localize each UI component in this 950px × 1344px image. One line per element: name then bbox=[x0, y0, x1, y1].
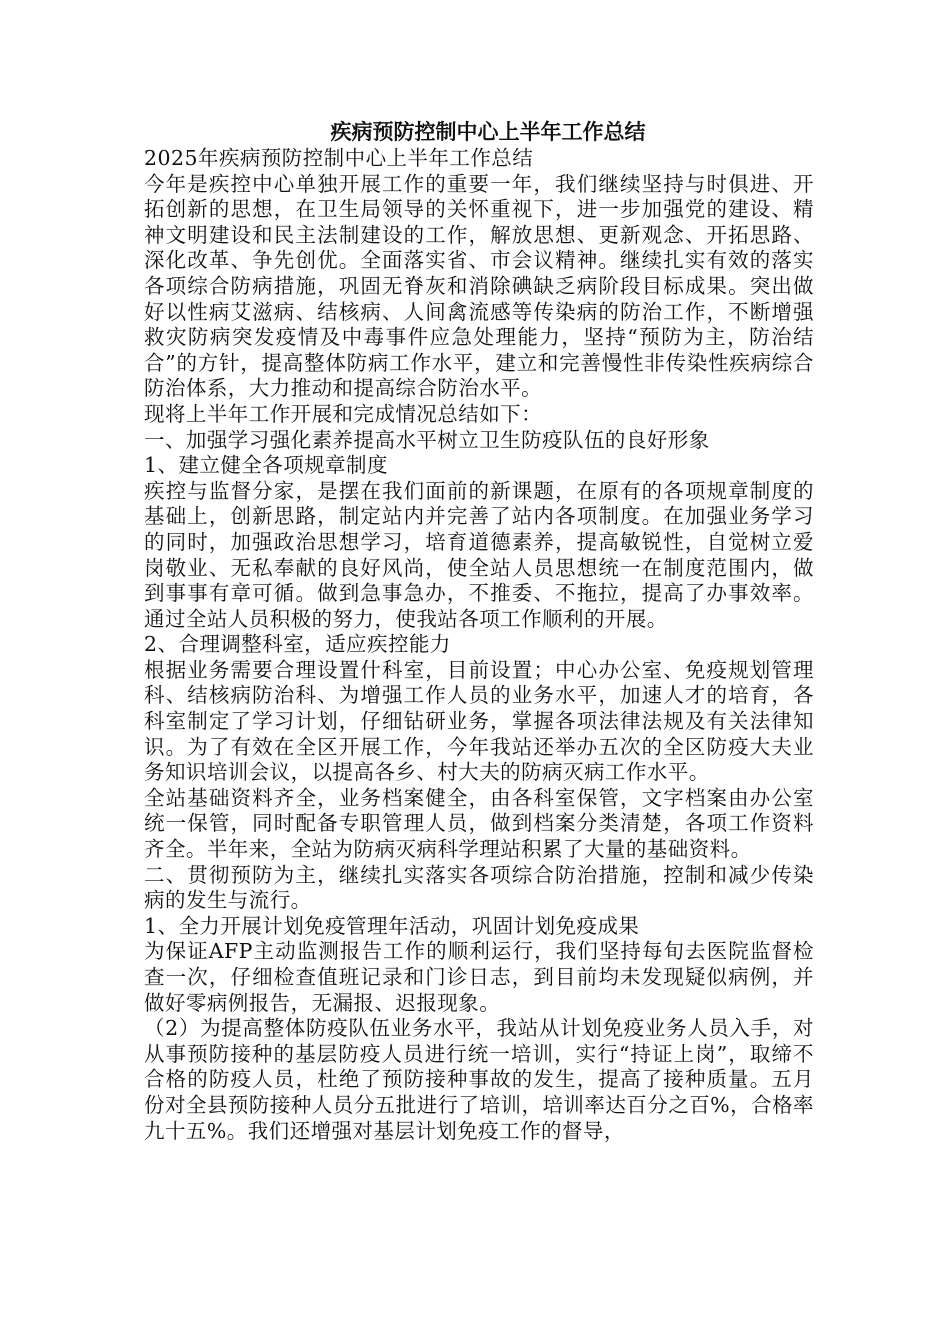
subsection-heading-1-1: 1、建立健全各项规章制度 bbox=[144, 453, 388, 478]
body-paragraph: 全站基础资料齐全，业务档案健全，由各科室保管，文字档案由办公室统一保管，同时配备专职管理人员，做到档案分类清楚，各项工作资料齐全。半年来，全站为防病灭病科学理站积累了大量的基础资料。 bbox=[144, 785, 814, 862]
summary-lead-paragraph: 现将上半年工作开展和完成情况总结如下： bbox=[144, 401, 543, 426]
document-page bbox=[144, 118, 814, 1144]
subtitle-paragraph: 2025年疾病预防控制中心上半年工作总结 bbox=[144, 146, 534, 170]
intro-paragraph: 今年是疾控中心单独开展工作的重要一年，我们继续坚持与时俱进、开拓创新的思想，在卫生局领导的关怀重视下，进一步加强党的建设、精神文明建设和民主法制建设的工作，解放思想、更新观念、开拓思路、深化改革、争先创优。全面落实省、市会议精神。继续扎实有效的落实各项综合防病措施，巩固无脊灰和消除碘缺乏病阶段目标成果。突出做好以性病艾滋病、结核病、人间禽流感等传染病的防治工作，不断增强救灾防病突发疫情及中毒事件应急处理能力，坚持“预防为主，防治结合”的方针，提高整体防病工作水平，建立和完善慢性非传染性疾病综合防治体系，大力推动和提高综合防治水平。 bbox=[144, 171, 814, 401]
body-paragraph: 疾控与监督分家，是摆在我们面前的新课题，在原有的各项规章制度的基础上，创新思路，制定站内并完善了站内各项制度。在加强业务学习的同时，加强政治思想学习，培育道德素养，提高敏锐性，自觉树立爱岗敬业、无私奉献的良好风尚，使全站人员思想统一在制度范围内，做到事事有章可循。做到急事急办，不推委、不拖拉，提高了办事效率。通过全站人员积极的努力，使我站各项工作顺利的开展。 bbox=[144, 478, 814, 631]
body-paragraph: 根据业务需要合理设置什科室，目前设置；中心办公室、免疫规划管理科、结核病防治科、为增强工作人员的业务水平，加速人才的培育，各科室制定了学习计划，仔细钻研业务，掌握各项法律法规及有关法律知识。为了有效在全区开展工作，今年我站还举办五次的全区防疫大夫业务知识培训会议，以提高各乡、村大夫的防病灭病工作水平。 bbox=[144, 657, 814, 785]
document-title: 疾病预防控制中心上半年工作总结 bbox=[330, 120, 646, 144]
section-heading-1: 一、加强学习强化素养提高水平树立卫生防疫队伍的良好形象 bbox=[144, 427, 710, 452]
body-paragraph: （2）为提高整体防疫队伍业务水平，我站从计划免疫业务人员入手，对从事预防接种的基层防疫人员进行统一培训，实行“持证上岗”，取缔不合格的防疫人员，杜绝了预防接种事故的发生，提高了接种质量。五月份对全县预防接种人员分五批进行了培训，培训率达百分之百%，合格率九十五%。我们还增强对基层计划免疫工作的督导， bbox=[144, 1016, 814, 1143]
section-heading-2: 二、贯彻预防为主，继续扎实落实各项综合防治措施，控制和减少传染病的发生与流行。 bbox=[144, 862, 814, 913]
body-paragraph: 为保证AFP主动监测报告工作的顺利运行，我们坚持每旬去医院监督检查一次，仔细检查值班记录和门诊日志，到目前均未发现疑似病例，并做好零病例报告，无漏报、迟报现象。 bbox=[144, 939, 814, 1015]
subsection-heading-2-1: 1、全力开展计划免疫管理年活动，巩固计划免疫成果 bbox=[144, 913, 640, 938]
subsection-heading-1-2: 2、合理调整科室，适应疾控能力 bbox=[144, 632, 451, 657]
document-body bbox=[144, 146, 814, 1144]
